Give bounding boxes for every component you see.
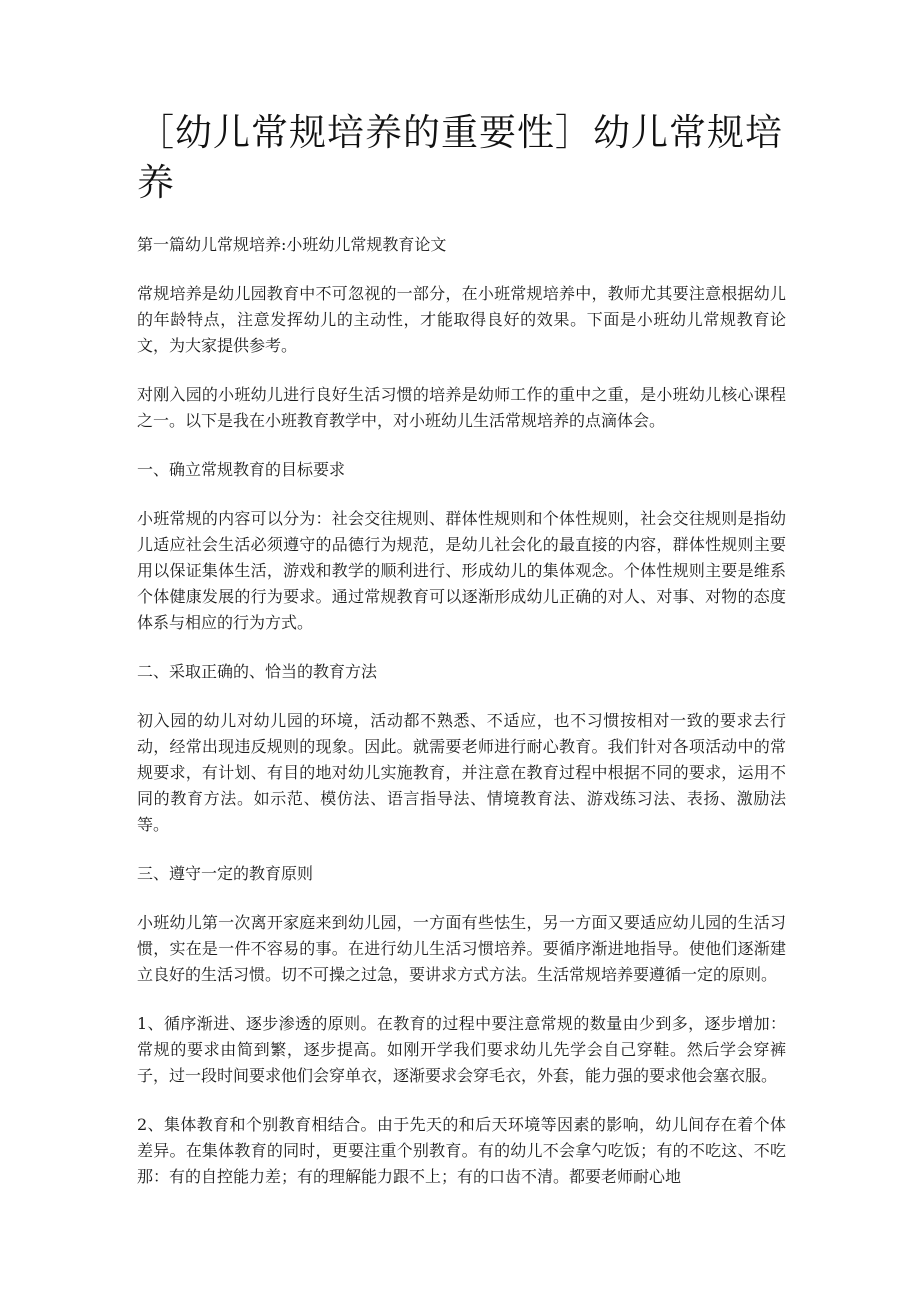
paragraph-principle-1: 1、循序渐进、逐步渗透的原则。在教育的过程中要注意常规的数量由少到多，逐步增加：常规的要求由简到繁，逐步提高。如刚开学我们要求幼儿先学会自己穿鞋。然后学会穿裤子，过一段时间要求他们会穿单衣，逐渐要求会穿毛衣，外套，能力强的要求他会塞衣服。 <box>137 1014 786 1085</box>
section-heading-3: 三、遵守一定的教育原则 <box>137 864 314 883</box>
paragraph-background: 对刚入园的小班幼儿进行良好生活习惯的培养是幼师工作的重中之重，是小班幼儿核心课程之一。以下是我在小班教育教学中，对小班幼儿生活常规培养的点滴体会。 <box>137 385 786 430</box>
document-subtitle: 第一篇幼儿常规培养:小班幼儿常规教育论文 <box>137 235 447 254</box>
section-heading-2: 二、采取正确的、恰当的教育方法 <box>137 662 378 681</box>
paragraph-section-1: 小班常规的内容可以分为：社会交往规则、群体性规则和个体性规则，社会交往规则是指幼儿适应社会生活必须遵守的品德行为规范，是幼儿社会化的最直接的内容，群体性规则主要用以保证集体生活，游戏和教学的顺利进行、形成幼儿的集体观念。个体性规则主要是维系个体健康发展的行为要求。通过常规教育可以逐渐形成幼儿正确的对人、对事、对物的态度体系与相应的行为方式。 <box>137 509 786 632</box>
paragraph-intro: 常规培养是幼儿园教育中不可忽视的一部分，在小班常规培养中，教师尤其要注意根据幼儿的年龄特点，注意发挥幼儿的主动性，才能取得良好的效果。下面是小班幼儿常规教育论文，为大家提供参考。 <box>137 284 786 355</box>
paragraph-section-2: 初入园的幼儿对幼儿园的环境，活动都不熟悉、不适应，也不习惯按相对一致的要求去行动，经常出现违反规则的现象。因此。就需要老师进行耐心教育。我们针对各项活动中的常规要求，有计划、有目的地对幼儿实施教育，并注意在教育过程中根据不同的要求，运用不同的教育方法。如示范、模仿法、语言指导法、情境教育法、游戏练习法、表扬、激励法等。 <box>137 711 786 834</box>
section-heading-1: 一、确立常规教育的目标要求 <box>137 460 346 479</box>
document-title: ［幼儿常规培养的重要性］幼儿常规培养 <box>137 111 783 204</box>
paragraph-section-3: 小班幼儿第一次离开家庭来到幼儿园，一方面有些怯生，另一方面又要适应幼儿园的生活习惯，实在是一件不容易的事。在进行幼儿生活习惯培养。要循序渐进地指导。使他们逐渐建立良好的生活习惯。切不可操之过急，要讲求方式方法。生活常规培养要遵循一定的原则。 <box>137 913 786 984</box>
paragraph-principle-2: 2、集体教育和个别教育相结合。由于先天的和后天环境等因素的影响，幼儿间存在着个体差异。在集体教育的同时，更要注重个别教育。有的幼儿不会拿勺吃饭；有的不吃这、不吃那：有的自控能力差；有的理解能力跟不上；有的口齿不清。都要老师耐心地 <box>137 1115 786 1186</box>
